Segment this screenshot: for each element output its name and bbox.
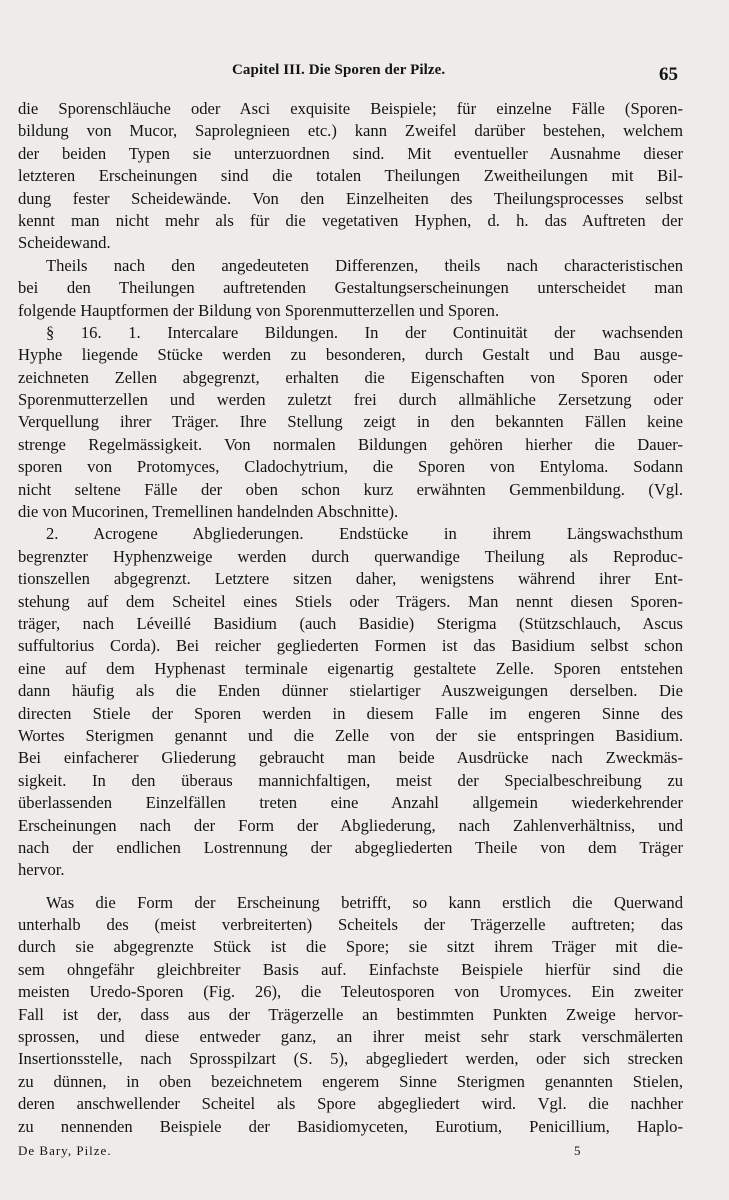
text-line: suffultorius Corda). Bei reicher gegliederten Formen ist das Basidium selbst schon xyxy=(18,636,683,656)
text-line: letzteren Erscheinungen sind die totalen Theilungen Zweitheilungen mit Bil- xyxy=(18,166,683,186)
text-line: sigkeit. In den überaus mannichfaltigen, meist der Specialbeschreibung zu xyxy=(18,770,683,790)
text-line: deren anschwellender Scheitel als Spore abgegliedert wird. Vgl. die nachher xyxy=(18,1094,683,1114)
text-line: Hyphe liegende Stücke werden zu besonderen, durch Gestalt und Bau ausge- xyxy=(18,345,683,365)
text-line: hervor. xyxy=(18,860,65,880)
body-text xyxy=(18,98,683,1138)
text-line: bei den Theilungen auftretenden Gestaltungserscheinungen unterscheidet man xyxy=(18,278,683,298)
text-line: sprossen, und diese entweder ganz, an ihrer meist sehr stark verschmälerten xyxy=(18,1027,683,1047)
text-line: die Sporenschläuche oder Asci exquisite Beispiele; für einzelne Fälle (Sporen- xyxy=(18,99,683,118)
text-line: Insertionsstelle, nach Sprosspilzart (S. 5), abgegliedert werden, oder sich strecken xyxy=(18,1049,683,1069)
subsection-heading-line: 2. Acrogene Abgliederungen. Endstücke in ihrem Längswachsthum xyxy=(46,524,683,544)
text-line: Wortes Sterigmen genannt und die Zelle von der sie entspringen Basidium. xyxy=(18,725,683,745)
text-line: der beiden Typen sie unterzuordnen sind. Mit eventueller Ausnahme dieser xyxy=(18,143,683,163)
section-heading-line: § 16. 1. Intercalare Bildungen. In der Continuität der wachsenden xyxy=(46,322,683,342)
text-line: Verquellung ihrer Träger. Ihre Stellung zeigt in den bekannten Fällen keine xyxy=(18,412,683,432)
signature-mark: De Bary, Pilze. xyxy=(18,1143,112,1158)
text-line: Fall ist der, dass aus der Trägerzelle an bestimmten Punkten Zweige hervor- xyxy=(18,1004,683,1024)
text-line: zeichneten Zellen abgegrenzt, erhalten die Eigenschaften von Sporen oder xyxy=(18,367,683,387)
text-line: träger, nach Léveillé Basidium (auch Basidie) Sterigma (Stützschlauch, Ascus xyxy=(18,613,683,633)
text-line: überlassenden Einzelfällen treten eine Anzahl allgemein wiederkehrender xyxy=(18,793,683,813)
text-line: unterhalb des (meist verbreiterten) Scheitels der Trägerzelle auftreten; das xyxy=(18,915,683,935)
running-header xyxy=(0,62,729,88)
text-line: die von Mucorinen, Tremellinen handelnden Abschnitte). xyxy=(18,502,399,522)
text-line: Scheidewand. xyxy=(18,233,111,253)
text-line: folgende Hauptformen der Bildung von Sporenmutterzellen und Sporen. xyxy=(18,300,500,320)
paragraph-gap xyxy=(18,882,683,892)
text-line: dung fester Scheidewände. Von den Einzelheiten des Theilungsprocesses selbst xyxy=(18,188,683,208)
text-line: meisten Uredo-Sporen (Fig. 26), die Teleutosporen von Uromyces. Ein zweiter xyxy=(18,982,683,1002)
text-line: Erscheinungen nach der Form der Abgliederung, nach Zahlenverhältniss, und xyxy=(18,815,683,835)
text-line: Sporenmutterzellen und werden zuletzt frei durch allmähliche Zersetzung oder xyxy=(18,390,683,410)
text-line: begrenzter Hyphenzweige werden durch querwandige Theilung als Reproduc- xyxy=(18,546,683,566)
text-line: durch sie abgegrenzte Stück ist die Spore; sie sitzt ihrem Träger mit die- xyxy=(18,937,683,957)
text-line: Was die Form der Erscheinung betrifft, so kann erstlich die Querwand xyxy=(46,892,683,912)
text-line: tionszellen abgegrenzt. Letztere sitzen daher, wenigstens während ihrer Ent- xyxy=(18,569,683,589)
text-line: kennt man nicht mehr als für die vegetativen Hyphen, d. h. das Auftreten der xyxy=(18,210,683,230)
text-line: zu nennenden Beispiele der Basidiomyceten, Eurotium, Penicillium, Haplo- xyxy=(18,1116,683,1136)
text-line: strenge Regelmässigkeit. Von normalen Bildungen gehören hierher die Dauer- xyxy=(18,434,683,454)
signature-number: 5 xyxy=(574,1143,581,1158)
text-line: sporen von Protomyces, Cladochytrium, die Sporen von Entyloma. Sodann xyxy=(18,457,683,477)
text-line: eine auf dem Hyphenast terminale eigenartig gestaltete Zelle. Sporen entstehen xyxy=(18,658,683,678)
text-line: sem ohngefähr gleichbreiter Basis auf. Einfachste Beispiele hierfür sind die xyxy=(18,959,683,979)
page-footer xyxy=(18,1143,683,1163)
page-number: 65 xyxy=(659,64,678,85)
text-line: bildung von Mucor, Saprolegnieen etc.) kann Zweifel darüber bestehen, welchem xyxy=(18,121,683,141)
text-line: Theils nach den angedeuteten Differenzen, theils nach characteristischen xyxy=(46,255,683,275)
text-line: stehung auf dem Scheitel eines Stiels oder Trägers. Man nennt diesen Sporen- xyxy=(18,591,683,611)
running-title: Capitel III. Die Sporen der Pilze. xyxy=(232,62,446,78)
text-line: Bei einfacherer Gliederung gebraucht man beide Ausdrücke nach Zweckmäs- xyxy=(18,748,683,768)
text-line: dann häufig als die Enden dünner stielartiger Auszweigungen derselben. Die xyxy=(18,681,683,701)
text-line: nach der endlichen Lostrennung der abgegliederten Theile von dem Träger xyxy=(18,837,683,857)
text-line: nicht seltene Fälle der oben schon kurz erwähnten Gemmenbildung. (Vgl. xyxy=(18,479,683,499)
text-line: directen Stiele der Sporen werden in diesem Falle im engeren Sinne des xyxy=(18,703,683,723)
text-line: zu dünnen, in oben bezeichnetem engerem Sinne Sterigmen genannten Stielen, xyxy=(18,1071,683,1091)
